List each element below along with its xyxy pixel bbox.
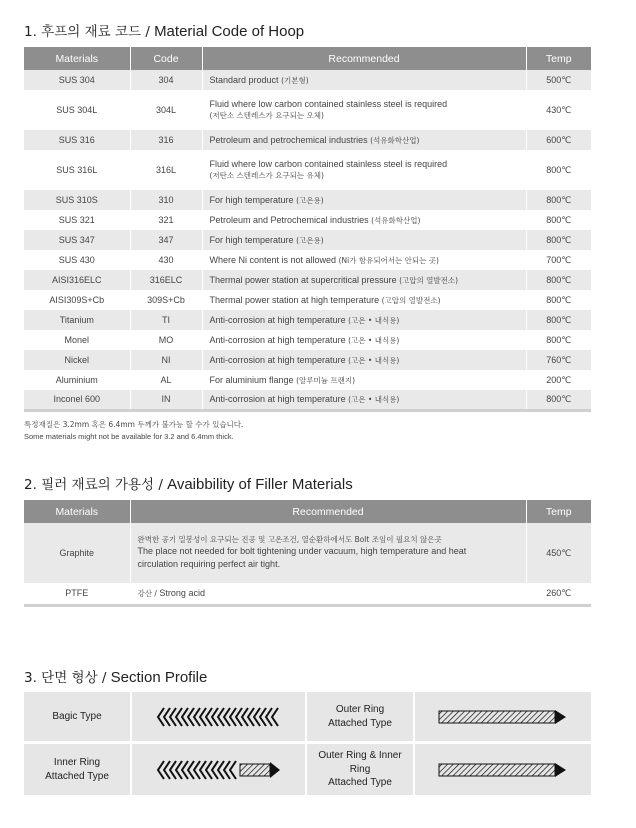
cell-code: 310 — [130, 190, 202, 210]
cell-code: 304 — [130, 70, 202, 90]
cell-temp: 800℃ — [526, 270, 591, 290]
rec-kr: (기본형) — [281, 75, 309, 85]
profile-image-outer-inner-ring — [415, 744, 591, 795]
section3-title — [24, 666, 207, 686]
cell-temp: 800℃ — [526, 210, 591, 230]
rec-kr: (알루미늄 프랜지) — [296, 375, 356, 385]
profile-image-inner-ring — [132, 744, 305, 795]
basic-type-profile-icon — [156, 706, 281, 728]
cell-temp: 800℃ — [526, 190, 591, 210]
rec-kr: (Ni가 함유되어서는 안되는 곳) — [338, 255, 439, 265]
header-code: Code — [130, 47, 202, 70]
rec-kr: (저탄소 스텐레스가 요구되는 오체) — [209, 111, 324, 121]
profile-label-outer-ring — [307, 692, 413, 741]
profile-label-line2: Attached Type — [328, 777, 392, 789]
rec-kr: (고온 • 내식용) — [348, 355, 400, 365]
profile-label-outer-inner-ring — [307, 744, 413, 795]
table-row — [24, 130, 591, 150]
material-note — [24, 419, 243, 442]
cell-material: AISI316ELC — [24, 270, 130, 290]
cell-code: NI — [130, 350, 202, 370]
cell-temp: 700℃ — [526, 250, 591, 270]
cell-temp: 800℃ — [526, 290, 591, 310]
cell-material: SUS 316 — [24, 130, 130, 150]
note-kr: 특정재질은 3.2mm 혹은 6.4mm 두께가 불가능 할 수가 있습니다. — [24, 420, 244, 429]
header-materials: Materials — [24, 500, 130, 523]
note-en: Some materials might not be available for 3.2 and 6.4mm thick. — [24, 431, 234, 441]
cell-material: Graphite — [24, 523, 130, 583]
cell-recommended — [202, 350, 526, 370]
cell-recommended — [202, 130, 526, 150]
table-row — [24, 70, 591, 90]
table-row — [24, 230, 591, 250]
cell-temp: 800℃ — [526, 230, 591, 250]
rec-kr: (저탄소 스텐레스가 요구되는 유체) — [209, 171, 324, 181]
profile-image-basic — [132, 692, 305, 741]
cell-material: PTFE — [24, 583, 130, 605]
section1-title — [24, 20, 304, 40]
section3-title-kr: 3. 단면 형상 / — [24, 670, 107, 686]
profile-label-line2: Attached Type — [328, 717, 392, 729]
rec-en: Thermal power station at high temperature — [209, 294, 380, 305]
table-row — [24, 310, 591, 330]
outer-ring-profile-icon — [438, 709, 568, 725]
cell-temp: 800℃ — [526, 330, 591, 350]
rec-en: For high temperature — [209, 234, 294, 245]
cell-recommended — [130, 523, 526, 583]
table-row — [24, 210, 591, 230]
section2-title — [24, 473, 353, 493]
cell-material: Titanium — [24, 310, 130, 330]
cell-material: Nickel — [24, 350, 130, 370]
cell-temp: 450℃ — [526, 523, 591, 583]
cell-material: AISI309S+Cb — [24, 290, 130, 310]
rec-kr: (고온 • 내식용) — [348, 394, 400, 404]
table-row — [24, 390, 591, 410]
header-recommended: Recommended — [202, 47, 526, 70]
section1-title-en: Material Code of Hoop — [154, 23, 305, 40]
cell-recommended — [202, 190, 526, 210]
cell-code: 430 — [130, 250, 202, 270]
rec-en: Where Ni content is not allowed — [209, 254, 337, 265]
rec-en: Standard product — [209, 74, 279, 85]
rec-en: Strong acid — [159, 587, 205, 598]
rec-en: Anti-corrosion at high temperature — [209, 354, 346, 365]
cell-recommended — [202, 250, 526, 270]
cell-code: IN — [130, 390, 202, 410]
cell-temp: 800℃ — [526, 150, 591, 190]
profile-label-inner-ring — [24, 744, 130, 795]
cell-material: SUS 430 — [24, 250, 130, 270]
cell-temp: 760℃ — [526, 350, 591, 370]
table-row — [24, 290, 591, 310]
cell-code: 347 — [130, 230, 202, 250]
section2-title-kr: 2. 필러 재료의 가용성 / — [24, 477, 163, 493]
cell-recommended — [202, 230, 526, 250]
cell-material: SUS 316L — [24, 150, 130, 190]
material-code-table — [24, 47, 591, 412]
section-profile-grid — [24, 692, 591, 795]
rec-kr: 완벽한 공기 밀봉성이 요구되는 진공 및 고온조건, 열순환하에서도 Bolt 조임이 필요치 않은곳 — [137, 534, 442, 544]
profile-label-line1: Outer Ring — [335, 704, 385, 715]
cell-code: 316L — [130, 150, 202, 190]
rec-en: Anti-corrosion at high temperature — [209, 314, 346, 325]
table-row — [24, 583, 591, 605]
section2-title-en: Avaibbility of Filler Materials — [167, 476, 353, 493]
rec-en: Petroleum and petrochemical industries — [209, 134, 368, 145]
rec-kr: (고온 • 내식용) — [348, 315, 400, 325]
profile-label-line1: Outer Ring & Inner Ring — [318, 750, 402, 775]
cell-code: 309S+Cb — [130, 290, 202, 310]
profile-label-line2: Attached Type — [45, 770, 109, 782]
cell-temp: 600℃ — [526, 130, 591, 150]
cell-temp: 200℃ — [526, 370, 591, 390]
cell-recommended — [130, 583, 526, 605]
rec-kr: (고압의 열발전소) — [381, 295, 441, 305]
cell-recommended — [202, 330, 526, 350]
cell-recommended — [202, 70, 526, 90]
cell-code: 304L — [130, 90, 202, 130]
table-row — [24, 330, 591, 350]
profile-label-line1: Bagic Type — [52, 710, 102, 722]
cell-material: SUS 321 — [24, 210, 130, 230]
cell-code: TI — [130, 310, 202, 330]
cell-temp: 260℃ — [526, 583, 591, 605]
cell-material: SUS 304L — [24, 90, 130, 130]
outer-inner-ring-profile-icon — [438, 762, 568, 778]
inner-ring-profile-icon — [156, 759, 281, 781]
rec-kr: (고온용) — [296, 235, 324, 245]
rec-kr: (석유화학산업) — [371, 215, 421, 225]
table-row — [24, 370, 591, 390]
cell-temp: 430℃ — [526, 90, 591, 130]
rec-en: Fluid where low carbon contained stainless steel is required — [209, 99, 448, 110]
cell-recommended — [202, 210, 526, 230]
rec-kr: (석유화학산업) — [370, 135, 420, 145]
cell-temp: 800℃ — [526, 310, 591, 330]
header-materials: Materials — [24, 47, 130, 70]
cell-code: 316ELC — [130, 270, 202, 290]
table-row — [24, 190, 591, 210]
cell-material: Inconel 600 — [24, 390, 130, 410]
section1-title-kr: 1. 후프의 재료 코드 / — [24, 24, 150, 40]
cell-temp: 500℃ — [526, 70, 591, 90]
table-row — [24, 523, 591, 583]
header-temp: Temp — [526, 500, 591, 523]
table-row — [24, 350, 591, 370]
cell-code: MO — [130, 330, 202, 350]
cell-code: 321 — [130, 210, 202, 230]
rec-en: Anti-corrosion at high temperature — [209, 393, 346, 404]
cell-recommended — [202, 370, 526, 390]
rec-en: Thermal power station at supercritical pressure — [209, 274, 397, 285]
cell-recommended — [202, 310, 526, 330]
rec-en: Petroleum and Petrochemical industries — [209, 214, 369, 225]
cell-recommended — [202, 390, 526, 410]
rec-en: For aluminium flange — [209, 374, 294, 385]
filler-materials-table — [24, 500, 591, 607]
profile-label-line1: Inner Ring — [53, 757, 101, 768]
rec-en: Fluid where low carbon contained stainless steel is required — [209, 159, 448, 170]
table-row — [24, 270, 591, 290]
cell-material: SUS 304 — [24, 70, 130, 90]
cell-code: AL — [130, 370, 202, 390]
cell-material: SUS 310S — [24, 190, 130, 210]
cell-recommended — [202, 270, 526, 290]
rec-kr: (고온용) — [296, 195, 324, 205]
rec-kr: 강산 / — [137, 588, 157, 598]
cell-material: Aluminium — [24, 370, 130, 390]
profile-image-outer-ring — [415, 692, 591, 741]
cell-recommended — [202, 290, 526, 310]
header-recommended: Recommended — [130, 500, 526, 523]
profile-label-basic — [24, 692, 130, 741]
cell-material: Monel — [24, 330, 130, 350]
rec-en: The place not needed for bolt tightening under vacuum, high temperature and heat circulation requiring perfect air tight. — [137, 546, 467, 570]
section3-title-en: Section Profile — [110, 669, 208, 686]
rec-kr: (고온 • 내식용) — [348, 335, 400, 345]
cell-recommended — [202, 90, 526, 130]
rec-kr: (고압의 열발전소) — [399, 275, 459, 285]
cell-code: 316 — [130, 130, 202, 150]
header-temp: Temp — [526, 47, 591, 70]
table-row — [24, 90, 591, 130]
table-row — [24, 250, 591, 270]
table-row — [24, 150, 591, 190]
rec-en: For high temperature — [209, 194, 294, 205]
rec-en: Anti-corrosion at high temperature — [209, 334, 346, 345]
cell-recommended — [202, 150, 526, 190]
cell-temp: 800℃ — [526, 390, 591, 410]
cell-material: SUS 347 — [24, 230, 130, 250]
